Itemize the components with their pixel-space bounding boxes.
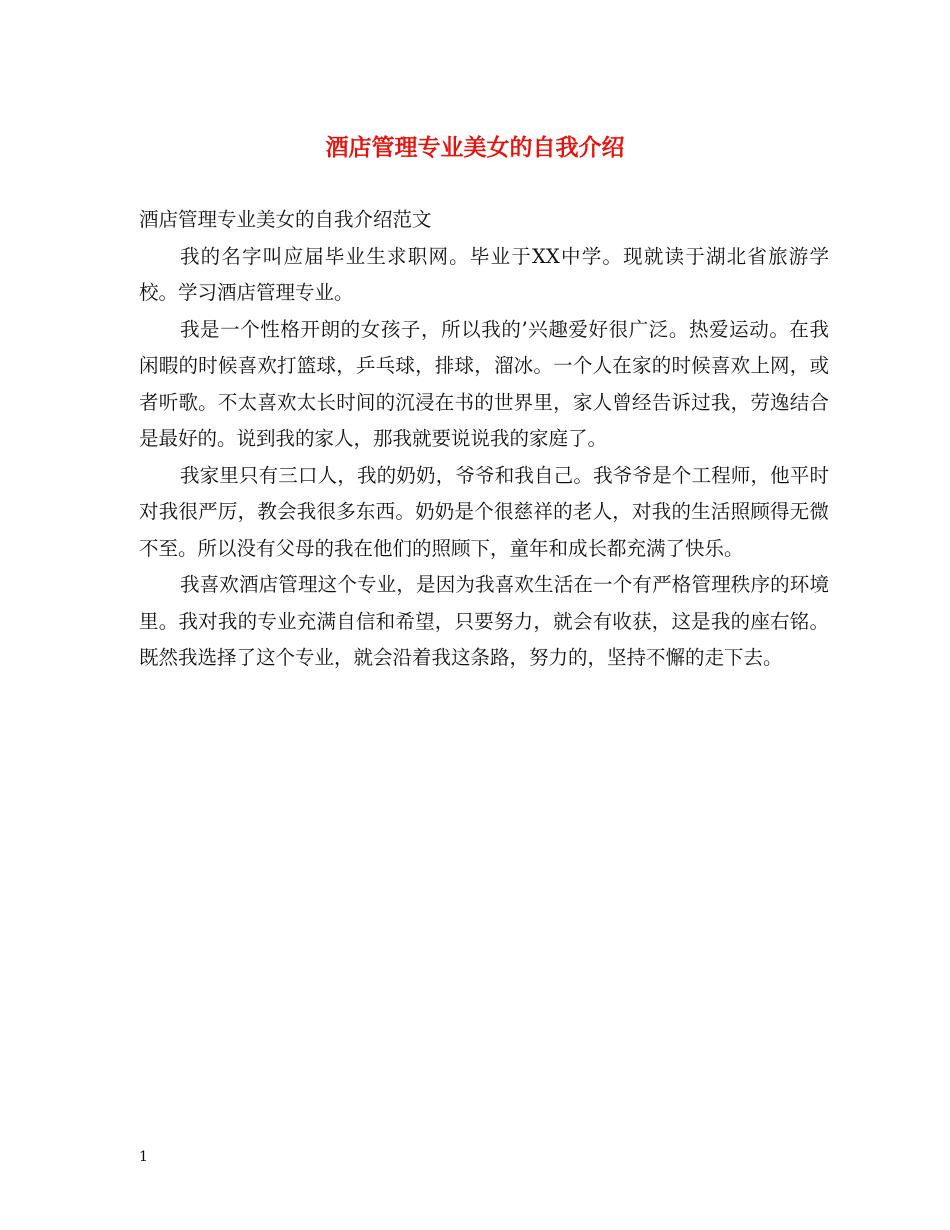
paragraph-3: 我家里只有三口人，我的奶奶，爷爷和我自己。我爷爷是个工程师，他平时对我很严厉，教会我很多东西。奶奶是个很慈祥的老人，对我的生活照顾得无微不至。所以没有父母的我在他们的照顾下，童年和成长都充满了快乐。 [139, 463, 829, 560]
document-body [139, 202, 829, 677]
document-title: 酒店管理专业美女的自我介绍 [325, 134, 625, 161]
paragraph-2: 我是一个性格开朗的女孩子，所以我的’兴趣爱好很广泛。热爱运动。在我闲暇的时候喜欢打篮球，乒乓球，排球，溜冰。一个人在家的时候喜欢上网，或者听歌。不太喜欢太长时间的沉浸在书的世界里，家人曾经告诉过我，劳逸结合是最好的。说到我的家人，那我就要说说我的家庭了。 [139, 317, 829, 450]
paragraph-4: 我喜欢酒店管理这个专业，是因为我喜欢生活在一个有严格管理秩序的环境里。我对我的专业充满自信和希望，只要努力，就会有收获，这是我的座右铭。既然我选择了这个专业，就会沿着我这条路，努力的，坚持不懈的走下去。 [139, 573, 829, 669]
paragraph-1: 我的名字叫应届毕业生求职网。毕业于XX中学。现就读于湖北省旅游学校。学习酒店管理专业。 [139, 244, 829, 304]
page-number: 1 [139, 1149, 148, 1165]
document-subtitle: 酒店管理专业美女的自我介绍范文 [139, 208, 432, 231]
